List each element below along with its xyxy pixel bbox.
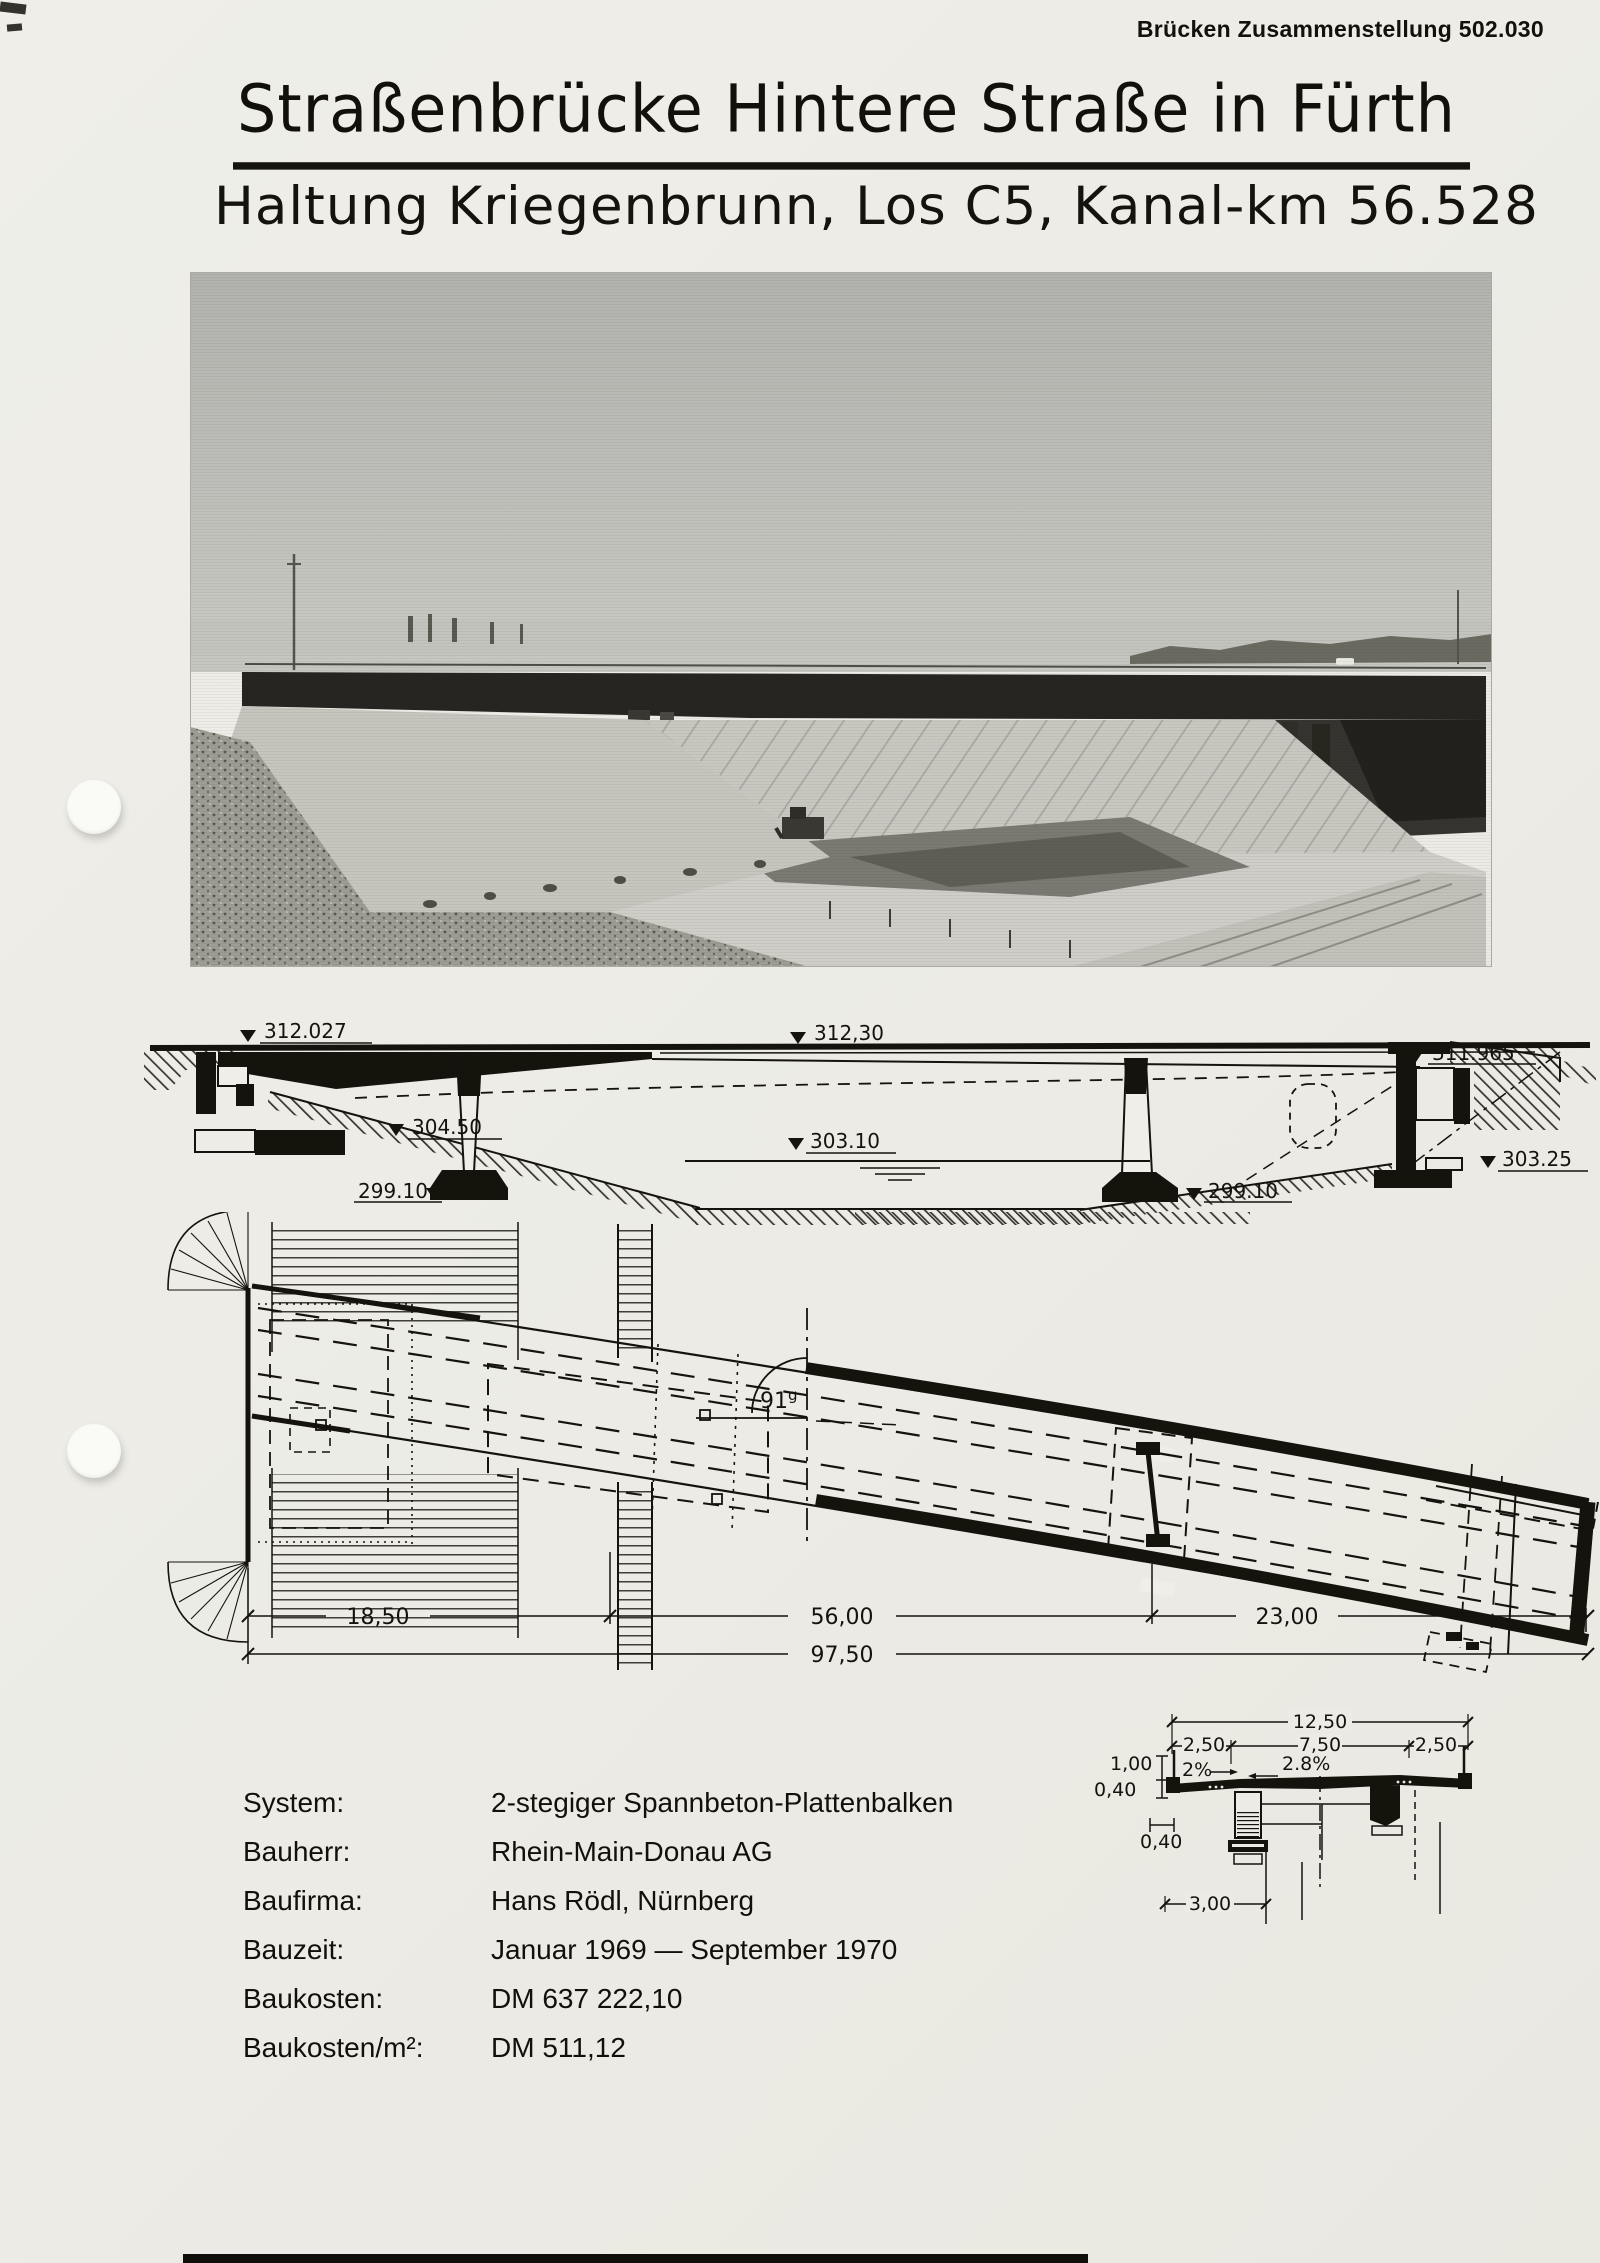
cross-section-drawing	[1070, 1692, 1540, 1962]
section-dimensions	[1094, 1710, 1473, 1915]
dim-span3: 23,00	[1255, 1605, 1319, 1630]
info-label: Baukosten/m²:	[243, 2032, 424, 2063]
scan-speck	[0, 1, 27, 14]
dim-width-total: 12,50	[1292, 1711, 1348, 1733]
punch-hole	[67, 1424, 121, 1478]
svg-text:91g	[760, 1386, 798, 1414]
level-right-deck: 311.965	[1432, 1041, 1515, 1065]
info-label: System:	[243, 1787, 345, 1818]
water-surface	[685, 1161, 1150, 1180]
skew-angle-unit: g	[788, 1386, 798, 1404]
dim-width-left: 2,50	[1182, 1734, 1226, 1756]
info-value: DM 511,12	[491, 2032, 626, 2063]
info-label: Baukosten:	[243, 1983, 384, 2014]
level-left-abutment-base: 304.50	[412, 1115, 482, 1139]
info-label: Bauzeit:	[243, 1934, 345, 1965]
skew-angle-value: 91	[760, 1389, 788, 1414]
deck-side	[218, 1052, 652, 1089]
plan-drawing	[140, 1212, 1600, 1682]
dim-span1: 18,50	[346, 1605, 410, 1630]
info-label: Bauherr:	[243, 1836, 351, 1867]
scan-edge-bar	[183, 2254, 1088, 2263]
scan-speck	[7, 23, 23, 31]
info-value: Januar 1969 — September 1970	[491, 1934, 898, 1965]
dim-web-spacing: 3,00	[1188, 1893, 1232, 1915]
label-slope-left: 2%	[1182, 1759, 1213, 1781]
info-value: 2-stegiger Spannbeton-Plattenbalken	[491, 1787, 954, 1818]
collection-reference: Brücken Zusammenstellung 502.030	[1136, 16, 1544, 42]
level-water: 303.10	[810, 1129, 880, 1153]
bridge-info-table	[243, 1778, 953, 2072]
level-pier-right-base: 299.10	[1208, 1179, 1278, 1203]
info-value: DM 637 222,10	[491, 1983, 683, 2014]
dim-width-right: 2,50	[1414, 1734, 1458, 1756]
dim-width-mid: 7,50	[1298, 1734, 1342, 1756]
dim-parapet-height: 1,00	[1110, 1753, 1153, 1775]
top-hatch-strip	[855, 1212, 1250, 1224]
bridge-construction-photo	[190, 272, 1492, 967]
level-left-deck: 312.027	[264, 1019, 347, 1043]
embankment-hatch-bands	[272, 1222, 652, 1670]
dim-total: 97,50	[810, 1643, 874, 1668]
plan-pier	[1108, 1428, 1192, 1560]
dim-slab-height: 0,40	[1094, 1779, 1137, 1801]
level-pier-left-base: 299.10	[358, 1179, 428, 1203]
level-mid-deck: 312,30	[814, 1021, 884, 1045]
info-value: Hans Rödl, Nürnberg	[491, 1885, 755, 1916]
info-value: Rhein-Main-Donau AG	[491, 1836, 773, 1867]
level-right-abutment-base: 303.25	[1502, 1147, 1572, 1171]
label-slope-mid: 2.8%	[1282, 1753, 1331, 1775]
page-subtitle: Haltung Kriegenbrunn, Los C5, Kanal-km 56.528	[214, 176, 1539, 237]
plan-left-abutment	[168, 1212, 248, 1642]
elevation-drawing	[140, 1012, 1600, 1244]
page-title: Straßenbrücke Hintere Straße in Fürth	[233, 70, 1470, 170]
clearance-profile	[1290, 1084, 1336, 1148]
dim-span2: 56,00	[810, 1605, 874, 1630]
info-label: Baufirma:	[243, 1885, 363, 1916]
dim-web-width: 0,40	[1140, 1831, 1183, 1853]
punch-hole	[67, 780, 121, 834]
